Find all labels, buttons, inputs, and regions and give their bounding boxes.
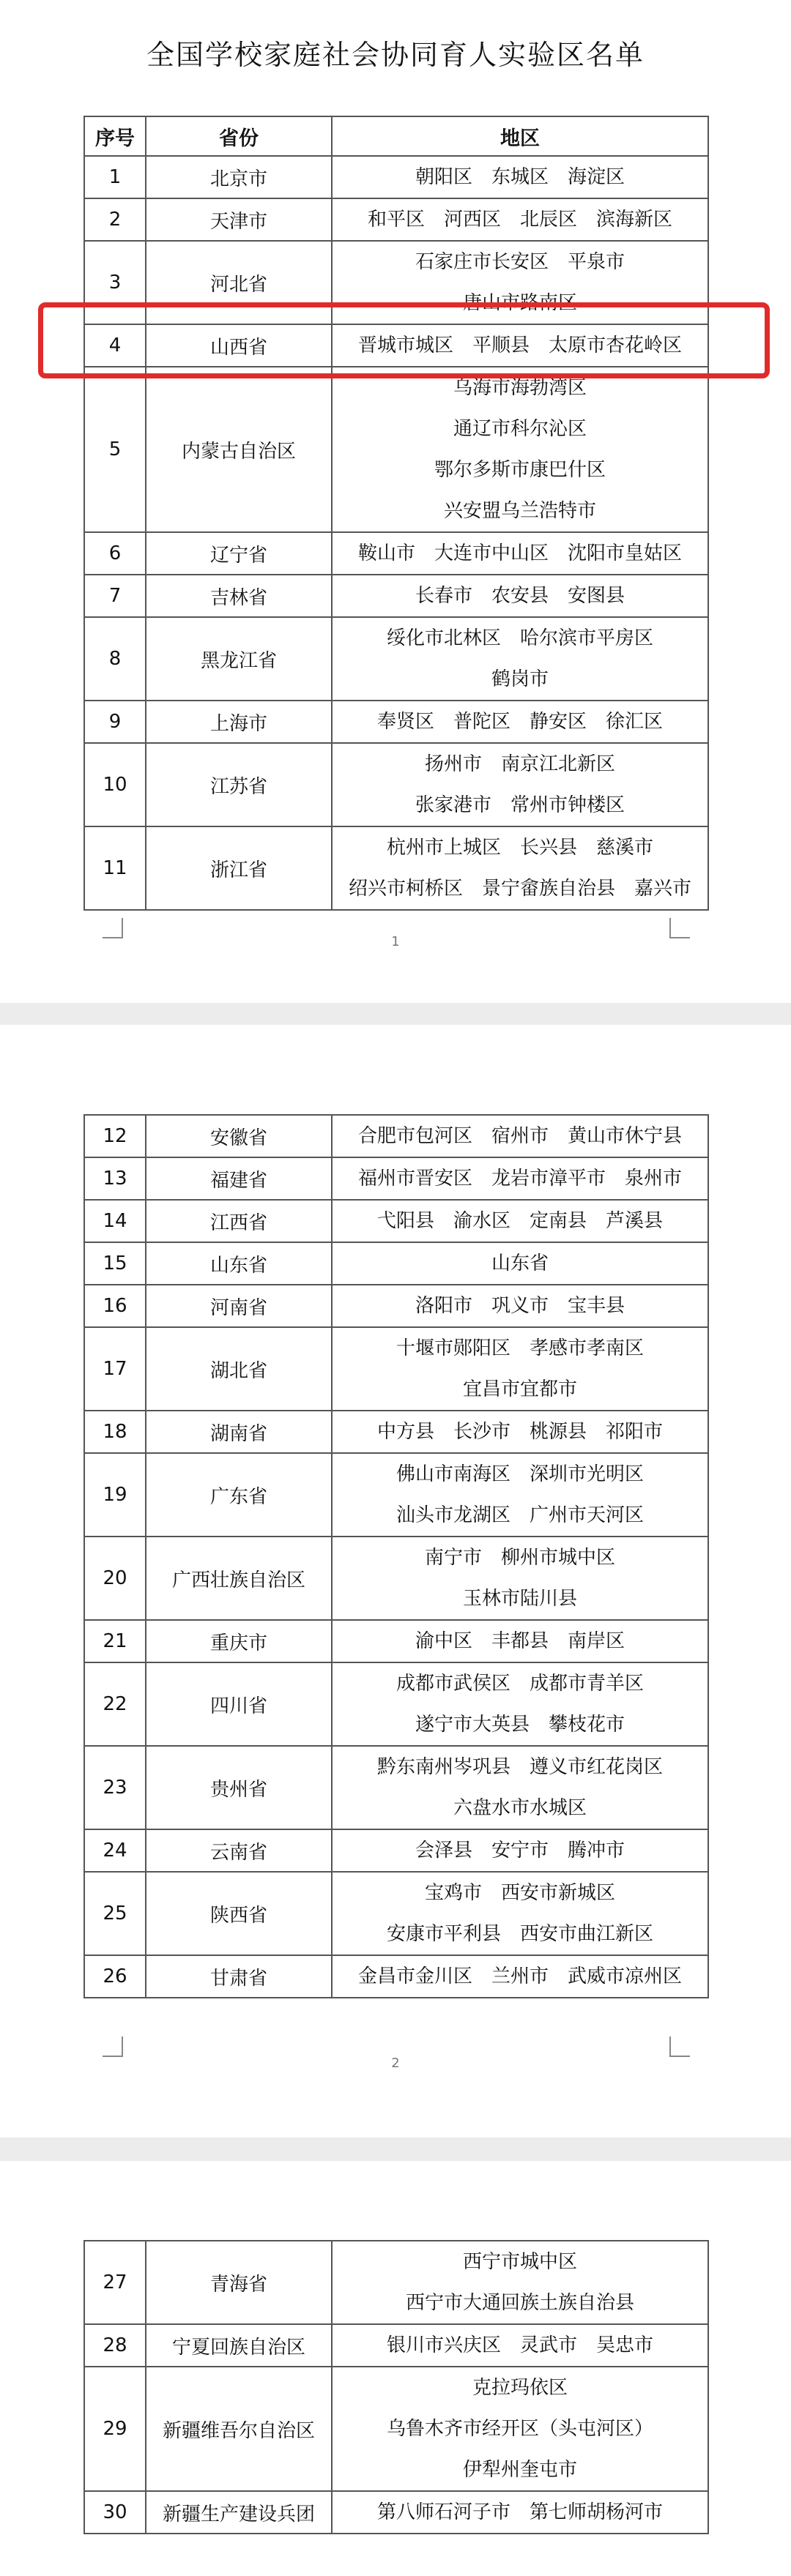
area-line: 宝鸡市 西安市新城区 [424,1882,615,1904]
row-areas [332,198,708,241]
row-number: 8 [84,617,146,701]
area-line: 唐山市路南区 [462,292,577,314]
row-number: 27 [84,2241,146,2324]
list-table-page-1 [83,116,709,911]
row-province: 内蒙古自治区 [146,367,332,532]
header-province: 省份 [146,116,332,156]
area-line: 朝阳区 东城区 海淀区 [415,166,625,188]
row-province: 贵州省 [146,1746,332,1829]
table-row [84,324,708,367]
row-areas [332,1955,708,1998]
row-number: 26 [84,1955,146,1998]
area-line: 第八师石河子市 第七师胡杨河市 [376,2501,663,2523]
row-province: 陕西省 [146,1872,332,1955]
area-line: 鄂尔多斯市康巴什区 [434,459,606,481]
row-areas [332,367,708,532]
row-areas [332,1327,708,1411]
table-row [84,826,708,910]
row-number: 16 [84,1285,146,1327]
area-line: 伊犁州奎屯市 [462,2459,577,2481]
table-row [84,1242,708,1285]
row-areas [332,1872,708,1955]
area-line: 十堰市郧阳区 孝感市孝南区 [396,1337,644,1359]
row-number: 14 [84,1200,146,1242]
row-number: 22 [84,1662,146,1746]
area-line: 遂宁市大英县 攀枝花市 [415,1714,625,1736]
table-row [84,1200,708,1242]
row-areas [332,156,708,198]
row-province: 福建省 [146,1157,332,1200]
row-number: 2 [84,198,146,241]
row-number: 30 [84,2491,146,2534]
table-row [84,1872,708,1955]
area-line: 西宁市大通回族土族自治县 [405,2292,634,2314]
row-number: 6 [84,532,146,575]
crop-mark [669,2036,690,2057]
row-areas [332,2324,708,2367]
row-number: 29 [84,2367,146,2491]
row-province: 重庆市 [146,1620,332,1662]
table-row [84,701,708,743]
row-areas [332,1242,708,1285]
table-row [84,367,708,532]
table-body-page-1 [84,156,708,910]
area-line: 六盘水市水城区 [453,1797,587,1819]
area-line: 晋城市城区 平顺县 太原市杏花岭区 [357,335,682,356]
row-areas [332,743,708,826]
table-row [84,743,708,826]
row-number: 20 [84,1537,146,1620]
area-line: 奉贤区 普陀区 静安区 徐汇区 [376,711,663,733]
row-areas [332,701,708,743]
row-areas [332,1157,708,1200]
row-number: 25 [84,1872,146,1955]
area-line: 扬州市 南京江北新区 [424,753,615,775]
table-row [84,1453,708,1537]
row-areas [332,826,708,910]
row-province: 江西省 [146,1200,332,1242]
row-province: 安徽省 [146,1115,332,1157]
area-line: 长春市 农安县 安图县 [415,585,625,607]
area-line: 西宁市城中区 [462,2251,577,2273]
row-number: 23 [84,1746,146,1829]
area-line: 乌海市海勃湾区 [453,377,587,399]
row-province: 甘肃省 [146,1955,332,1998]
row-areas [332,1115,708,1157]
row-areas [332,1746,708,1829]
table-row [84,1662,708,1746]
area-line: 和平区 河西区 北辰区 滨海新区 [367,209,672,231]
area-line: 弋阳县 渝水区 定南县 芦溪县 [376,1210,663,1232]
table-row [84,2324,708,2367]
row-province: 上海市 [146,701,332,743]
row-number: 19 [84,1453,146,1537]
area-line: 黔东南州岑巩县 遵义市红花岗区 [376,1756,663,1778]
table-body-page-2 [84,1115,708,1998]
list-table-page-2 [83,1114,709,1998]
crop-mark [103,2036,123,2057]
row-areas [332,2491,708,2534]
row-areas [332,1829,708,1872]
row-province: 湖北省 [146,1327,332,1411]
row-province: 浙江省 [146,826,332,910]
row-areas [332,2241,708,2324]
row-areas [332,532,708,575]
row-number: 15 [84,1242,146,1285]
row-number: 5 [84,367,146,532]
table-row [84,2367,708,2491]
row-areas [332,2367,708,2491]
table-row [84,1157,708,1200]
area-line: 克拉玛依区 [472,2377,568,2399]
row-province: 四川省 [146,1662,332,1746]
area-line: 福州市晋安区 龙岩市漳平市 泉州市 [357,1168,682,1190]
area-line: 合肥市包河区 宿州市 黄山市休宁县 [357,1125,682,1147]
area-line: 张家港市 常州市钟楼区 [415,794,625,816]
row-areas [332,1537,708,1620]
area-line: 金昌市金川区 兰州市 武威市凉州区 [357,1965,682,1987]
row-province: 广西壮族自治区 [146,1537,332,1620]
area-line: 洛阳市 巩义市 宝丰县 [415,1295,625,1317]
row-province: 广东省 [146,1453,332,1537]
row-areas [332,1200,708,1242]
list-table-page-3 [83,2240,709,2534]
document-page-2 [0,1025,791,2138]
row-province: 新疆生产建设兵团 [146,2491,332,2534]
row-province: 黑龙江省 [146,617,332,701]
area-line: 通辽市科尔沁区 [453,418,587,440]
row-number: 17 [84,1327,146,1411]
table-row [84,575,708,617]
row-province: 江苏省 [146,743,332,826]
area-line: 安康市平利县 西安市曲江新区 [386,1923,653,1945]
area-line: 绍兴市柯桥区 景宁畲族自治县 嘉兴市 [348,878,691,900]
row-number: 24 [84,1829,146,1872]
table-row [84,2241,708,2324]
document-page-1 [0,0,791,1003]
row-province: 辽宁省 [146,532,332,575]
row-areas [332,617,708,701]
row-number: 12 [84,1115,146,1157]
row-number: 13 [84,1157,146,1200]
row-areas [332,1285,708,1327]
row-areas [332,1620,708,1662]
table-row [84,1411,708,1453]
document-page-3 [0,2161,791,2576]
row-province: 北京市 [146,156,332,198]
row-areas [332,324,708,367]
area-line: 乌鲁木齐市经开区（头屯河区） [386,2418,653,2440]
row-areas [332,241,708,324]
area-line: 成都市武侯区 成都市青羊区 [396,1673,644,1695]
table-row [84,1327,708,1411]
area-line: 石家庄市长安区 平泉市 [415,251,625,273]
row-province: 山东省 [146,1242,332,1285]
table-row [84,1115,708,1157]
table-row [84,1537,708,1620]
area-line: 宜昌市宜都市 [462,1378,577,1400]
row-number: 28 [84,2324,146,2367]
table-body-page-3 [84,2241,708,2534]
row-province: 宁夏回族自治区 [146,2324,332,2367]
page-number: 2 [391,2056,400,2071]
table-row [84,2491,708,2534]
row-number: 21 [84,1620,146,1662]
area-line: 山东省 [491,1252,549,1274]
row-number: 10 [84,743,146,826]
row-number: 11 [84,826,146,910]
document-title: 全国学校家庭社会协同育人实验区名单 [146,39,645,71]
area-line: 鹤岗市 [491,668,549,690]
area-line: 佛山市南海区 深圳市光明区 [396,1463,644,1485]
row-areas [332,575,708,617]
area-line: 中方县 长沙市 桃源县 祁阳市 [376,1421,663,1443]
header-no: 序号 [84,116,146,156]
area-line: 会泽县 安宁市 腾冲市 [415,1840,625,1862]
row-province: 山西省 [146,324,332,367]
row-number: 4 [84,324,146,367]
row-number: 1 [84,156,146,198]
row-province: 湖南省 [146,1411,332,1453]
row-province: 河北省 [146,241,332,324]
row-province: 云南省 [146,1829,332,1872]
row-number: 18 [84,1411,146,1453]
row-province: 新疆维吾尔自治区 [146,2367,332,2491]
table-row [84,241,708,324]
row-province: 河南省 [146,1285,332,1327]
row-province: 天津市 [146,198,332,241]
row-number: 3 [84,241,146,324]
table-row [84,198,708,241]
table-row [84,1829,708,1872]
row-province: 青海省 [146,2241,332,2324]
row-areas [332,1453,708,1537]
table-row [84,532,708,575]
area-line: 渝中区 丰都县 南岸区 [415,1630,625,1652]
area-line: 银川市兴庆区 灵武市 吴忠市 [386,2334,653,2356]
area-line: 玉林市陆川县 [462,1588,577,1610]
table-row [84,1285,708,1327]
table-row [84,1955,708,1998]
header-area: 地区 [332,116,708,156]
table-row [84,617,708,701]
page-number: 1 [391,934,400,949]
area-line: 绥化市北林区 哈尔滨市平房区 [386,627,653,649]
row-number: 7 [84,575,146,617]
area-line: 汕头市龙湖区 广州市天河区 [396,1504,644,1526]
area-line: 南宁市 柳州市城中区 [424,1547,615,1569]
area-line: 杭州市上城区 长兴县 慈溪市 [386,837,653,859]
area-line: 鞍山市 大连市中山区 沈阳市皇姑区 [357,542,682,564]
row-province: 吉林省 [146,575,332,617]
row-number: 9 [84,701,146,743]
table-row [84,156,708,198]
table-row [84,1746,708,1829]
area-line: 兴安盟乌兰浩特市 [443,500,596,522]
table-row [84,1620,708,1662]
row-areas [332,1662,708,1746]
row-areas [332,1411,708,1453]
